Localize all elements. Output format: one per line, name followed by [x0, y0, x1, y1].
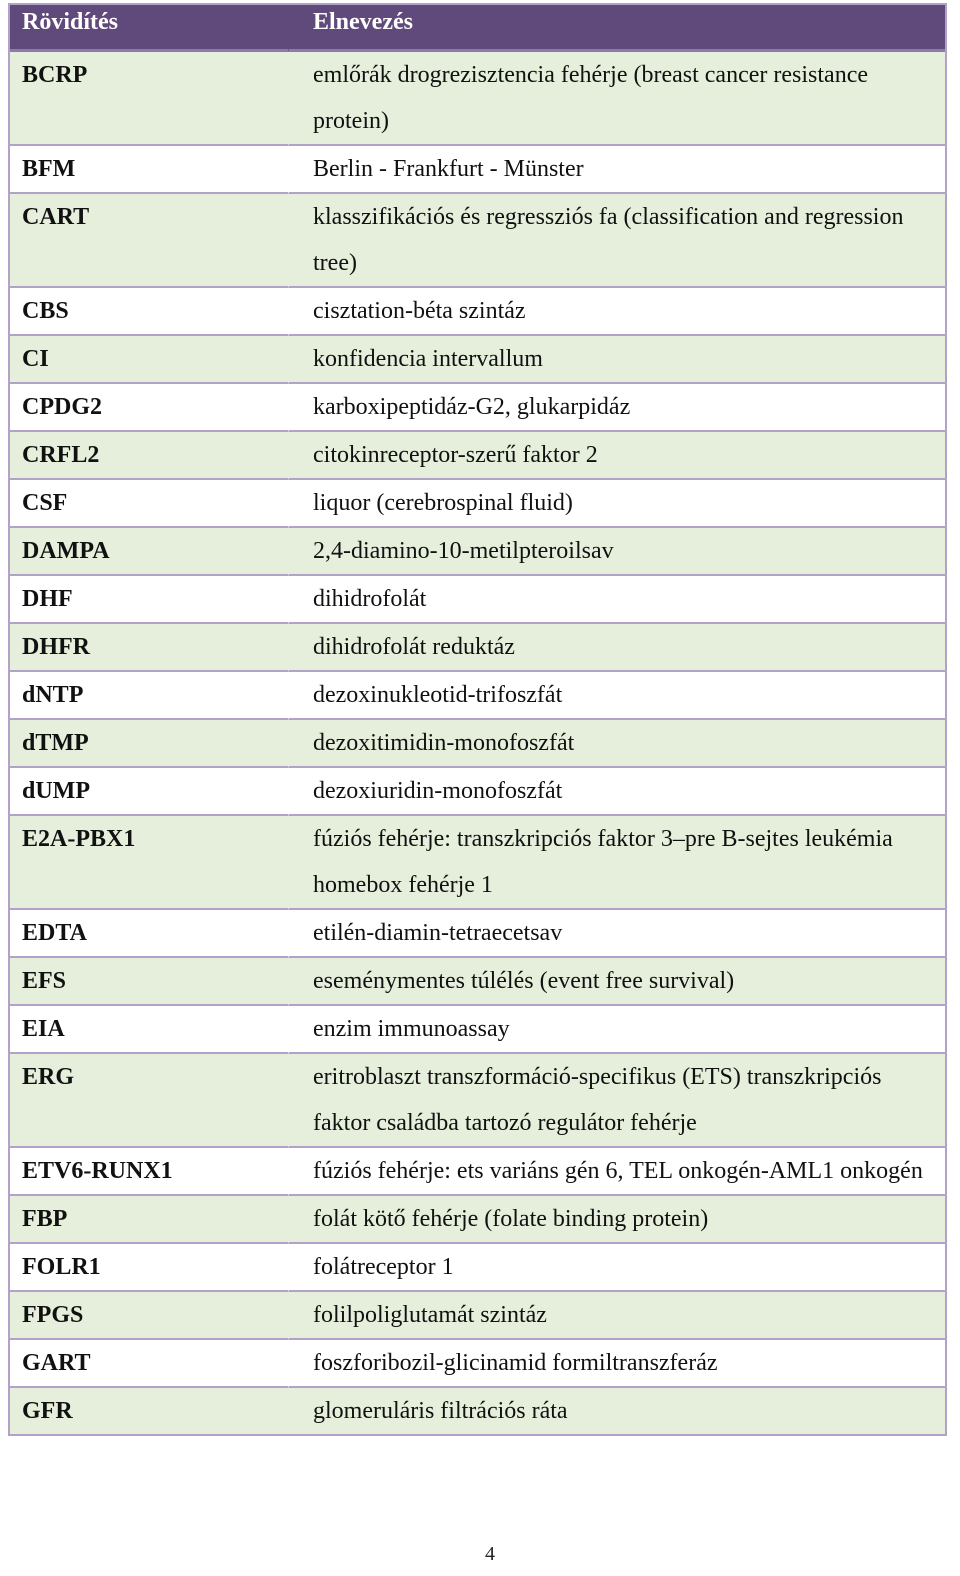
table-row — [10, 384, 945, 432]
table-row — [10, 1244, 945, 1292]
table-row — [10, 1148, 945, 1196]
name-cell: dihidrofolát — [289, 576, 945, 624]
name-cell: dezoxitimidin-monofoszfát — [289, 720, 945, 768]
table-row — [10, 1006, 945, 1054]
abbreviation-cell: FPGS — [10, 1292, 289, 1340]
table-row — [10, 288, 945, 336]
table-row — [10, 1388, 945, 1434]
abbreviation-cell: CRFL2 — [10, 432, 289, 480]
table-row — [10, 1196, 945, 1244]
table-row — [10, 576, 945, 624]
table-row — [10, 194, 945, 288]
page-number: 4 — [485, 1543, 495, 1565]
name-cell: dezoxinukleotid-trifoszfát — [289, 672, 945, 720]
name-cell: Berlin - Frankfurt - Münster — [289, 146, 945, 194]
abbreviation-cell: E2A-PBX1 — [10, 816, 289, 910]
name-cell: fúziós fehérje: transzkripciós faktor 3–pre B-sejtes leukémia homebox fehérje 1 — [289, 816, 945, 910]
table-body — [10, 52, 945, 1434]
abbreviation-cell: BFM — [10, 146, 289, 194]
name-cell: folát kötő fehérje (folate binding protein) — [289, 1196, 945, 1244]
name-cell: eseménymentes túlélés (event free survival) — [289, 958, 945, 1006]
abbreviation-cell: DAMPA — [10, 528, 289, 576]
name-cell: liquor (cerebrospinal fluid) — [289, 480, 945, 528]
abbreviation-cell: dNTP — [10, 672, 289, 720]
abbreviation-cell: EFS — [10, 958, 289, 1006]
name-cell: dezoxiuridin-monofoszfát — [289, 768, 945, 816]
table-row — [10, 720, 945, 768]
abbreviation-cell: GART — [10, 1340, 289, 1388]
name-cell: cisztation-béta szintáz — [289, 288, 945, 336]
abbreviation-cell: CPDG2 — [10, 384, 289, 432]
abbreviation-cell: EDTA — [10, 910, 289, 958]
table-header-row — [10, 5, 945, 52]
header-abbreviation: Rövidítés — [10, 5, 289, 52]
table-row — [10, 52, 945, 146]
name-cell: folátreceptor 1 — [289, 1244, 945, 1292]
abbreviation-cell: ERG — [10, 1054, 289, 1148]
table-row — [10, 624, 945, 672]
table-row — [10, 958, 945, 1006]
abbreviation-cell: CSF — [10, 480, 289, 528]
abbreviation-cell: DHFR — [10, 624, 289, 672]
name-cell: glomeruláris filtrációs ráta — [289, 1388, 945, 1434]
header-name: Elnevezés — [289, 5, 945, 52]
table-row — [10, 146, 945, 194]
abbreviation-cell: dUMP — [10, 768, 289, 816]
name-cell: dihidrofolát reduktáz — [289, 624, 945, 672]
abbreviation-cell: GFR — [10, 1388, 289, 1434]
name-cell: foszforibozil-glicinamid formiltranszferáz — [289, 1340, 945, 1388]
name-cell: klasszifikációs és regressziós fa (classification and regression tree) — [289, 194, 945, 288]
name-cell: etilén-diamin-tetraecetsav — [289, 910, 945, 958]
table-row — [10, 336, 945, 384]
abbreviation-cell: CBS — [10, 288, 289, 336]
table-row — [10, 910, 945, 958]
table-row — [10, 768, 945, 816]
table-row — [10, 1054, 945, 1148]
abbreviation-cell: EIA — [10, 1006, 289, 1054]
name-cell: 2,4-diamino-10-metilpteroilsav — [289, 528, 945, 576]
table-row — [10, 816, 945, 910]
abbreviation-cell: ETV6-RUNX1 — [10, 1148, 289, 1196]
name-cell: konfidencia intervallum — [289, 336, 945, 384]
name-cell: fúziós fehérje: ets variáns gén 6, TEL onkogén-AML1 onkogén — [289, 1148, 945, 1196]
abbreviation-cell: BCRP — [10, 52, 289, 146]
name-cell: emlőrák drogrezisztencia fehérje (breast cancer resistance protein) — [289, 52, 945, 146]
abbreviation-table — [8, 3, 947, 1436]
abbreviation-cell: DHF — [10, 576, 289, 624]
table-row — [10, 672, 945, 720]
abbreviation-cell: FOLR1 — [10, 1244, 289, 1292]
table-row — [10, 480, 945, 528]
name-cell: enzim immunoassay — [289, 1006, 945, 1054]
name-cell: karboxipeptidáz-G2, glukarpidáz — [289, 384, 945, 432]
abbreviation-cell: CI — [10, 336, 289, 384]
abbreviation-cell: CART — [10, 194, 289, 288]
name-cell: eritroblaszt transzformáció-specifikus (ETS) transzkripciós faktor családba tartozó regulátor fehérje — [289, 1054, 945, 1148]
table-row — [10, 1292, 945, 1340]
name-cell: folilpoliglutamát szintáz — [289, 1292, 945, 1340]
name-cell: citokinreceptor-szerű faktor 2 — [289, 432, 945, 480]
abbreviation-cell: FBP — [10, 1196, 289, 1244]
table-row — [10, 432, 945, 480]
abbreviation-cell: dTMP — [10, 720, 289, 768]
table-row — [10, 528, 945, 576]
table-row — [10, 1340, 945, 1388]
